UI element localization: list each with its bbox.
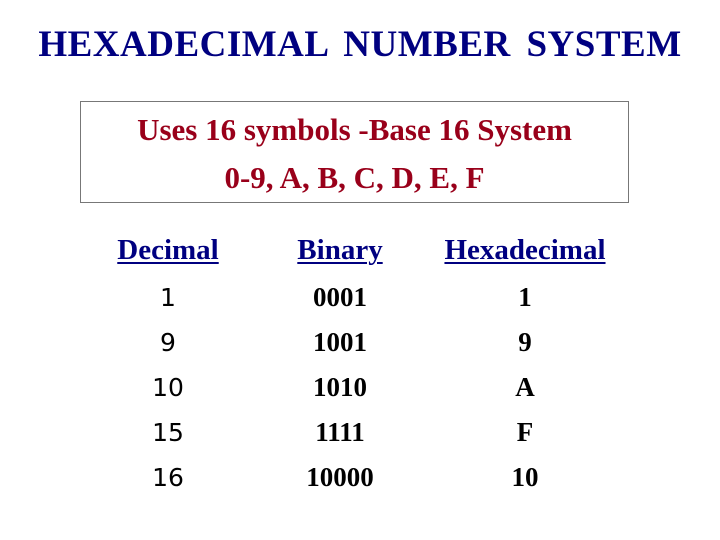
decimal-header-text: Decimal xyxy=(117,234,219,266)
hexadecimal-value: A xyxy=(515,372,535,402)
binary-value: 0001 xyxy=(313,282,367,312)
hexadecimal-values xyxy=(432,275,618,500)
hexadecimal-header xyxy=(432,231,618,269)
decimal-value: 1 xyxy=(160,283,176,312)
info-line-base: Uses 16 symbols -Base 16 System xyxy=(137,112,572,147)
binary-value: 10000 xyxy=(306,462,374,492)
decimal-value: 10 xyxy=(152,373,184,402)
decimal-header xyxy=(97,231,239,269)
hexadecimal-value: F xyxy=(516,417,534,447)
hexadecimal-value: 9 xyxy=(518,327,532,357)
decimal-value: 9 xyxy=(160,328,176,357)
info-box xyxy=(80,101,629,203)
hexadecimal-value: 1 xyxy=(518,282,532,312)
slide-title: HEXADECIMAL NUMBER SYSTEM xyxy=(38,24,682,65)
binary-header xyxy=(270,231,410,269)
hexadecimal-header-text: Hexadecimal xyxy=(444,234,606,266)
decimal-values xyxy=(97,275,239,500)
binary-value: 1111 xyxy=(315,417,365,447)
binary-column xyxy=(270,231,410,500)
decimal-column xyxy=(97,231,239,500)
binary-value: 1001 xyxy=(313,327,367,357)
binary-value: 1010 xyxy=(313,372,367,402)
info-line-symbols: 0-9, A, B, C, D, E, F xyxy=(224,160,485,195)
hexadecimal-column xyxy=(432,231,618,500)
decimal-value: 15 xyxy=(152,418,184,447)
binary-header-text: Binary xyxy=(297,234,383,266)
binary-values xyxy=(270,275,410,500)
decimal-value: 16 xyxy=(152,463,184,492)
hexadecimal-value: 10 xyxy=(511,462,539,492)
